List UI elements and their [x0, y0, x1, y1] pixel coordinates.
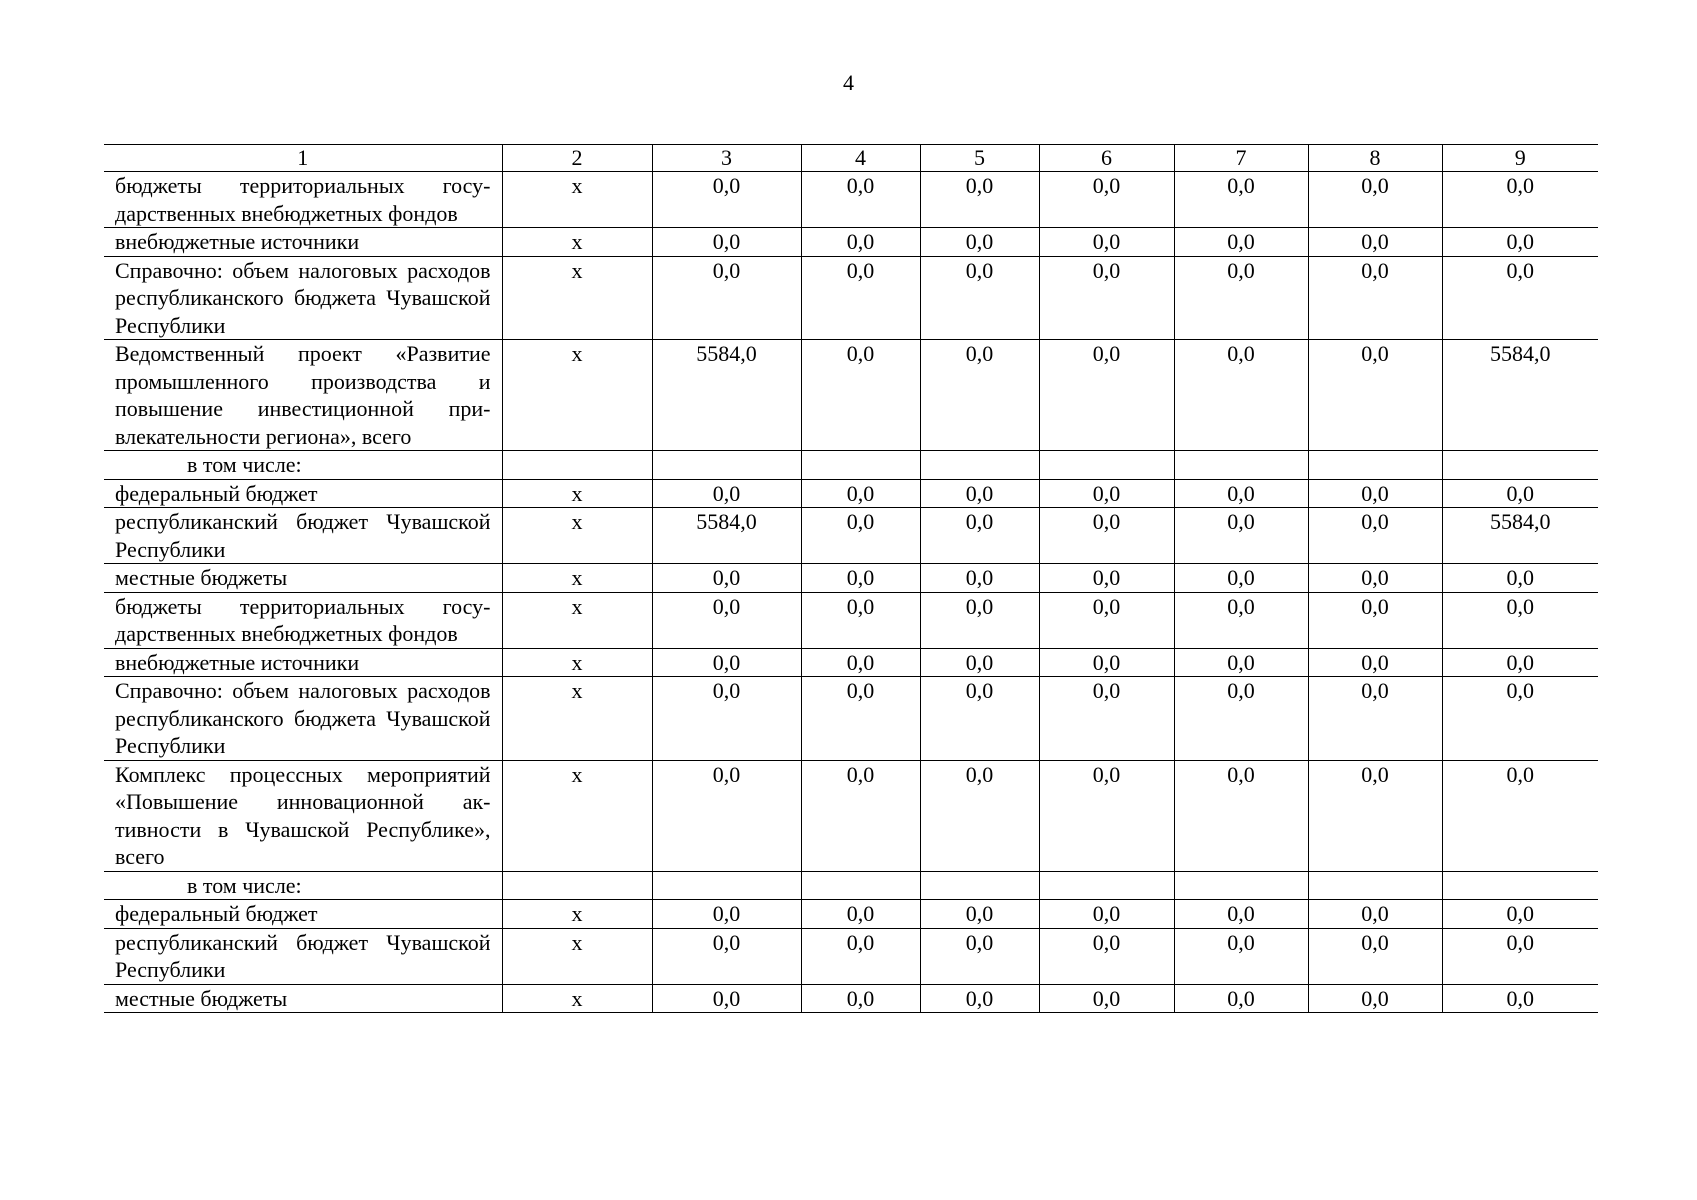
row-label: федеральный бюджет [104, 900, 502, 929]
cell-marker: x [502, 900, 652, 929]
cell-value: 0,0 [1442, 592, 1598, 648]
cell-value [1039, 871, 1174, 900]
row-label: республиканский бюджет Чувашской Республики [104, 508, 502, 564]
cell-value: 0,0 [1442, 648, 1598, 677]
column-header: 8 [1308, 145, 1442, 172]
cell-value [1174, 871, 1308, 900]
cell-value: 0,0 [1308, 984, 1442, 1013]
row-label: республиканский бюджет Чувашской Республики [104, 928, 502, 984]
cell-value: 5584,0 [652, 508, 801, 564]
cell-value: 0,0 [1039, 172, 1174, 228]
cell-value: 0,0 [1308, 508, 1442, 564]
cell-value: 0,0 [652, 564, 801, 593]
cell-value [1308, 451, 1442, 480]
row-label: Справочно: объем налоговых расходов республиканского бюджета Чувашской Республики [104, 677, 502, 761]
cell-value: 5584,0 [1442, 508, 1598, 564]
cell-value: 0,0 [1308, 928, 1442, 984]
table-row [104, 340, 1598, 451]
cell-value: 0,0 [801, 760, 920, 871]
cell-value: 0,0 [652, 256, 801, 340]
cell-value: 0,0 [1039, 760, 1174, 871]
cell-value: 0,0 [1039, 900, 1174, 929]
cell-value: 0,0 [920, 508, 1039, 564]
cell-value: 0,0 [1442, 256, 1598, 340]
cell-value: 0,0 [801, 900, 920, 929]
cell-value: 0,0 [1174, 228, 1308, 257]
cell-value: 0,0 [801, 564, 920, 593]
cell-value: 0,0 [652, 172, 801, 228]
cell-value: 0,0 [1174, 340, 1308, 451]
cell-value: 0,0 [801, 340, 920, 451]
page-number: 4 [843, 70, 854, 95]
table-row [104, 451, 1598, 480]
cell-value: 0,0 [1174, 256, 1308, 340]
table-row [104, 760, 1598, 871]
cell-value: 0,0 [652, 228, 801, 257]
cell-value [1308, 871, 1442, 900]
table-row [104, 677, 1598, 761]
cell-marker: x [502, 984, 652, 1013]
cell-value: 0,0 [1039, 564, 1174, 593]
row-label: в том числе: [104, 871, 502, 900]
cell-value: 0,0 [1308, 648, 1442, 677]
cell-marker: x [502, 928, 652, 984]
cell-value [1442, 451, 1598, 480]
cell-value: 0,0 [1039, 928, 1174, 984]
cell-marker: x [502, 508, 652, 564]
cell-value: 0,0 [920, 228, 1039, 257]
cell-value: 0,0 [1442, 228, 1598, 257]
cell-value: 0,0 [920, 592, 1039, 648]
cell-value: 0,0 [801, 928, 920, 984]
column-header: 6 [1039, 145, 1174, 172]
cell-value: 0,0 [1174, 172, 1308, 228]
cell-value: 0,0 [1308, 479, 1442, 508]
cell-value: 0,0 [801, 479, 920, 508]
table-row [104, 900, 1598, 929]
cell-value: 0,0 [920, 564, 1039, 593]
row-label: Комплекс процессных мероприятий «Повышение инновационной активности в Чувашской Республике», всего [104, 760, 502, 871]
cell-value: 0,0 [920, 648, 1039, 677]
cell-value: 0,0 [801, 677, 920, 761]
cell-value: 0,0 [920, 479, 1039, 508]
column-header: 7 [1174, 145, 1308, 172]
table-row [104, 479, 1598, 508]
cell-marker: x [502, 340, 652, 451]
cell-value: 0,0 [801, 228, 920, 257]
cell-value: 0,0 [1308, 760, 1442, 871]
column-header: 4 [801, 145, 920, 172]
cell-marker: x [502, 479, 652, 508]
cell-value [652, 451, 801, 480]
cell-value: 0,0 [801, 648, 920, 677]
cell-value: 0,0 [1308, 900, 1442, 929]
table-row [104, 172, 1598, 228]
cell-marker: x [502, 228, 652, 257]
cell-value [652, 871, 801, 900]
cell-value: 0,0 [1039, 648, 1174, 677]
cell-value: 0,0 [920, 760, 1039, 871]
cell-value: 0,0 [1442, 760, 1598, 871]
table-row [104, 928, 1598, 984]
cell-value: 0,0 [1039, 508, 1174, 564]
cell-value: 0,0 [652, 479, 801, 508]
cell-value: 0,0 [1442, 677, 1598, 761]
cell-value: 0,0 [801, 984, 920, 1013]
cell-value: 0,0 [1174, 984, 1308, 1013]
cell-marker: x [502, 760, 652, 871]
table-row [104, 256, 1598, 340]
row-label: внебюджетные источники [104, 648, 502, 677]
row-label: бюджеты территориальных государственных внебюджетных фондов [104, 172, 502, 228]
cell-value: 0,0 [1442, 900, 1598, 929]
table-header-row [104, 145, 1598, 172]
cell-value: 0,0 [1039, 256, 1174, 340]
cell-value: 0,0 [1442, 928, 1598, 984]
cell-value: 0,0 [1308, 592, 1442, 648]
cell-value [1442, 871, 1598, 900]
cell-value: 0,0 [1308, 340, 1442, 451]
cell-value: 0,0 [920, 677, 1039, 761]
cell-value: 0,0 [920, 172, 1039, 228]
cell-value: 0,0 [1174, 648, 1308, 677]
row-label: местные бюджеты [104, 984, 502, 1013]
row-label: в том числе: [104, 451, 502, 480]
cell-value: 0,0 [652, 984, 801, 1013]
cell-marker: x [502, 648, 652, 677]
cell-value [920, 871, 1039, 900]
cell-value: 0,0 [801, 256, 920, 340]
cell-marker: x [502, 564, 652, 593]
table-row [104, 648, 1598, 677]
column-header: 2 [502, 145, 652, 172]
cell-value: 0,0 [920, 900, 1039, 929]
cell-value: 0,0 [1039, 340, 1174, 451]
cell-value: 0,0 [1174, 592, 1308, 648]
cell-value [1039, 451, 1174, 480]
row-label: внебюджетные источники [104, 228, 502, 257]
column-header: 5 [920, 145, 1039, 172]
cell-value: 5584,0 [1442, 340, 1598, 451]
cell-value: 0,0 [1308, 172, 1442, 228]
cell-value: 0,0 [652, 648, 801, 677]
cell-value: 0,0 [801, 508, 920, 564]
row-label: Справочно: объем налоговых расходов республиканского бюджета Чувашской Республики [104, 256, 502, 340]
cell-value: 0,0 [1442, 172, 1598, 228]
cell-value: 0,0 [920, 984, 1039, 1013]
row-label: федеральный бюджет [104, 479, 502, 508]
cell-value: 0,0 [1174, 760, 1308, 871]
cell-value [801, 871, 920, 900]
cell-value: 0,0 [1039, 592, 1174, 648]
cell-value: 0,0 [1174, 928, 1308, 984]
cell-marker: x [502, 256, 652, 340]
cell-value: 0,0 [1308, 256, 1442, 340]
budget-table [104, 144, 1598, 1013]
cell-value: 0,0 [920, 928, 1039, 984]
cell-value: 0,0 [1174, 479, 1308, 508]
table-row [104, 564, 1598, 593]
cell-value: 0,0 [1442, 984, 1598, 1013]
cell-marker [502, 871, 652, 900]
cell-value: 0,0 [1174, 900, 1308, 929]
row-label: бюджеты территориальных государственных внебюджетных фондов [104, 592, 502, 648]
cell-value: 0,0 [1039, 984, 1174, 1013]
cell-marker: x [502, 172, 652, 228]
cell-value: 0,0 [801, 172, 920, 228]
column-header: 1 [104, 145, 502, 172]
cell-value: 0,0 [920, 256, 1039, 340]
cell-value: 0,0 [1039, 677, 1174, 761]
cell-value [801, 451, 920, 480]
cell-value: 0,0 [652, 928, 801, 984]
cell-value [920, 451, 1039, 480]
table-row [104, 871, 1598, 900]
cell-value: 0,0 [1308, 564, 1442, 593]
table-body [104, 172, 1598, 1013]
cell-value: 0,0 [652, 760, 801, 871]
cell-value: 0,0 [652, 677, 801, 761]
cell-value: 0,0 [1308, 228, 1442, 257]
cell-value: 0,0 [652, 592, 801, 648]
cell-value: 0,0 [1174, 508, 1308, 564]
cell-value: 0,0 [1174, 564, 1308, 593]
cell-value: 0,0 [1174, 677, 1308, 761]
table-row [104, 508, 1598, 564]
cell-value: 0,0 [1442, 479, 1598, 508]
row-label: Ведомственный проект «Развитие промышленного производства и повышение инвестиционной привлекательности региона», всего [104, 340, 502, 451]
cell-value [1174, 451, 1308, 480]
cell-marker: x [502, 592, 652, 648]
table-row [104, 228, 1598, 257]
cell-value: 0,0 [1308, 677, 1442, 761]
cell-value: 0,0 [920, 340, 1039, 451]
cell-value: 5584,0 [652, 340, 801, 451]
cell-value: 0,0 [1442, 564, 1598, 593]
cell-value: 0,0 [1039, 228, 1174, 257]
column-header: 3 [652, 145, 801, 172]
cell-value: 0,0 [801, 592, 920, 648]
cell-marker: x [502, 677, 652, 761]
cell-value: 0,0 [652, 900, 801, 929]
column-header: 9 [1442, 145, 1598, 172]
row-label: местные бюджеты [104, 564, 502, 593]
table-row [104, 592, 1598, 648]
cell-value: 0,0 [1039, 479, 1174, 508]
cell-marker [502, 451, 652, 480]
table-row [104, 984, 1598, 1013]
